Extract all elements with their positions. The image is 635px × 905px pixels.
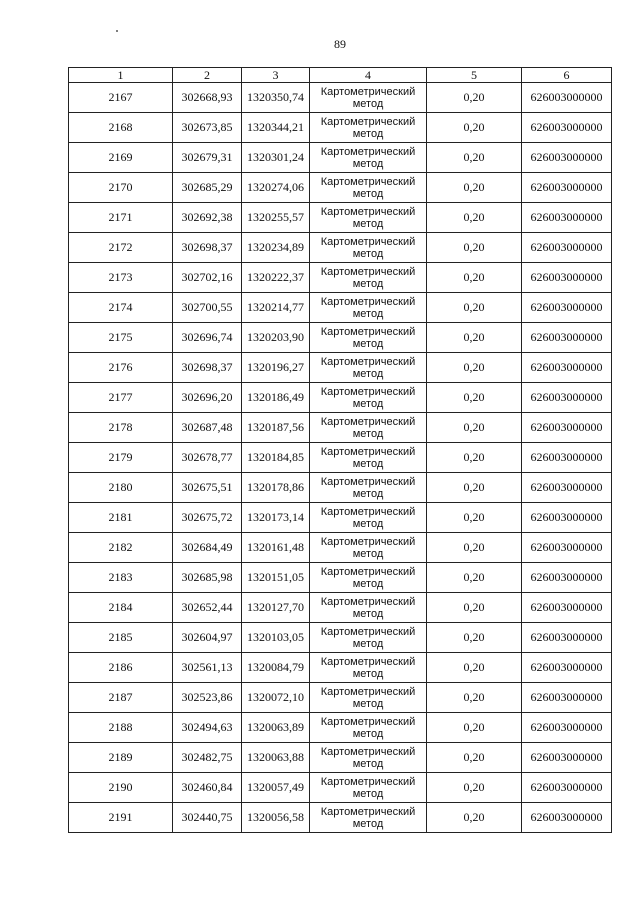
method-line-2: метод (352, 187, 384, 200)
accuracy-cell: 0,20 (427, 623, 522, 653)
method-cell (310, 713, 427, 743)
point-number-cell: 2187 (69, 683, 173, 713)
table-row (69, 503, 612, 533)
method-cell (310, 323, 427, 353)
method-line-1: Картометрический (320, 715, 416, 728)
method-line-2: метод (352, 217, 384, 230)
accuracy-cell: 0,20 (427, 593, 522, 623)
table-row (69, 803, 612, 833)
cadastral-code-cell: 626003000000 (522, 83, 612, 113)
y-coordinate-cell: 1320056,58 (242, 803, 310, 833)
method-line-1: Картометрический (320, 505, 416, 518)
point-number-cell: 2168 (69, 113, 173, 143)
x-coordinate-cell: 302482,75 (173, 743, 242, 773)
point-number-cell: 2169 (69, 143, 173, 173)
table-row (69, 143, 612, 173)
point-number-cell: 2176 (69, 353, 173, 383)
cadastral-code-cell: 626003000000 (522, 683, 612, 713)
y-coordinate-cell: 1320063,88 (242, 743, 310, 773)
x-coordinate-cell: 302700,55 (173, 293, 242, 323)
method-line-2: метод (352, 547, 384, 560)
point-number-cell: 2190 (69, 773, 173, 803)
table-row (69, 413, 612, 443)
cadastral-code-cell: 626003000000 (522, 443, 612, 473)
method-cell (310, 263, 427, 293)
table-row (69, 293, 612, 323)
point-number-cell: 2184 (69, 593, 173, 623)
point-number-cell: 2182 (69, 533, 173, 563)
point-number-cell: 2185 (69, 623, 173, 653)
point-number-cell: 2189 (69, 743, 173, 773)
method-line-2: метод (352, 337, 384, 350)
cadastral-code-cell: 626003000000 (522, 743, 612, 773)
method-cell (310, 563, 427, 593)
table-row (69, 443, 612, 473)
y-coordinate-cell: 1320151,05 (242, 563, 310, 593)
y-coordinate-cell: 1320203,90 (242, 323, 310, 353)
x-coordinate-cell: 302679,31 (173, 143, 242, 173)
x-coordinate-cell: 302696,20 (173, 383, 242, 413)
method-line-1: Картометрический (320, 805, 416, 818)
method-cell (310, 653, 427, 683)
cadastral-code-cell: 626003000000 (522, 293, 612, 323)
method-cell (310, 83, 427, 113)
table-row (69, 683, 612, 713)
accuracy-cell: 0,20 (427, 143, 522, 173)
accuracy-cell: 0,20 (427, 713, 522, 743)
point-number-cell: 2186 (69, 653, 173, 683)
method-line-2: метод (352, 127, 384, 140)
cadastral-code-cell: 626003000000 (522, 173, 612, 203)
method-line-2: метод (352, 307, 384, 320)
x-coordinate-cell: 302698,37 (173, 353, 242, 383)
method-line-1: Картометрический (320, 355, 416, 368)
x-coordinate-cell: 302440,75 (173, 803, 242, 833)
cadastral-code-cell: 626003000000 (522, 473, 612, 503)
cadastral-code-cell: 626003000000 (522, 203, 612, 233)
y-coordinate-cell: 1320196,27 (242, 353, 310, 383)
method-cell (310, 593, 427, 623)
cadastral-code-cell: 626003000000 (522, 593, 612, 623)
method-cell (310, 113, 427, 143)
method-line-2: метод (352, 277, 384, 290)
method-line-1: Картометрический (320, 145, 416, 158)
scan-speck (116, 30, 118, 32)
x-coordinate-cell: 302685,98 (173, 563, 242, 593)
accuracy-cell: 0,20 (427, 173, 522, 203)
table-row (69, 173, 612, 203)
y-coordinate-cell: 1320274,06 (242, 173, 310, 203)
cadastral-code-cell: 626003000000 (522, 563, 612, 593)
column-header: 2 (173, 68, 242, 83)
accuracy-cell: 0,20 (427, 263, 522, 293)
y-coordinate-cell: 1320214,77 (242, 293, 310, 323)
cadastral-code-cell: 626003000000 (522, 413, 612, 443)
method-line-1: Картометрический (320, 775, 416, 788)
method-line-1: Картометрический (320, 265, 416, 278)
cadastral-code-cell: 626003000000 (522, 353, 612, 383)
point-number-cell: 2174 (69, 293, 173, 323)
cadastral-code-cell: 626003000000 (522, 653, 612, 683)
accuracy-cell: 0,20 (427, 683, 522, 713)
point-number-cell: 2181 (69, 503, 173, 533)
method-line-2: метод (352, 817, 384, 830)
x-coordinate-cell: 302523,86 (173, 683, 242, 713)
method-line-2: метод (352, 247, 384, 260)
x-coordinate-cell: 302604,97 (173, 623, 242, 653)
method-line-1: Картометрический (320, 205, 416, 218)
table-row (69, 653, 612, 683)
method-line-2: метод (352, 577, 384, 590)
method-cell (310, 383, 427, 413)
method-line-2: метод (352, 787, 384, 800)
table-row (69, 773, 612, 803)
method-line-2: метод (352, 667, 384, 680)
method-line-2: метод (352, 487, 384, 500)
accuracy-cell: 0,20 (427, 293, 522, 323)
method-line-1: Картометрический (320, 685, 416, 698)
x-coordinate-cell: 302684,49 (173, 533, 242, 563)
method-cell (310, 623, 427, 653)
accuracy-cell: 0,20 (427, 203, 522, 233)
method-line-2: метод (352, 367, 384, 380)
point-number-cell: 2175 (69, 323, 173, 353)
method-line-1: Картометрический (320, 295, 416, 308)
method-cell (310, 683, 427, 713)
point-number-cell: 2170 (69, 173, 173, 203)
method-line-1: Картометрический (320, 115, 416, 128)
accuracy-cell: 0,20 (427, 323, 522, 353)
y-coordinate-cell: 1320063,89 (242, 713, 310, 743)
table-row (69, 533, 612, 563)
column-header: 4 (310, 68, 427, 83)
method-line-2: метод (352, 517, 384, 530)
accuracy-cell: 0,20 (427, 473, 522, 503)
x-coordinate-cell: 302652,44 (173, 593, 242, 623)
method-cell (310, 773, 427, 803)
y-coordinate-cell: 1320103,05 (242, 623, 310, 653)
method-cell (310, 293, 427, 323)
accuracy-cell: 0,20 (427, 503, 522, 533)
cadastral-code-cell: 626003000000 (522, 143, 612, 173)
point-number-cell: 2172 (69, 233, 173, 263)
method-line-1: Картометрический (320, 625, 416, 638)
table-row (69, 623, 612, 653)
cadastral-code-cell: 626003000000 (522, 533, 612, 563)
method-cell (310, 203, 427, 233)
table-row (69, 473, 612, 503)
cadastral-code-cell: 626003000000 (522, 263, 612, 293)
table-row (69, 113, 612, 143)
cadastral-code-cell: 626003000000 (522, 383, 612, 413)
y-coordinate-cell: 1320184,85 (242, 443, 310, 473)
table-row (69, 713, 612, 743)
point-number-cell: 2188 (69, 713, 173, 743)
method-line-1: Картометрический (320, 325, 416, 338)
method-line-1: Картометрический (320, 235, 416, 248)
table-row (69, 593, 612, 623)
column-header: 3 (242, 68, 310, 83)
cadastral-code-cell: 626003000000 (522, 113, 612, 143)
y-coordinate-cell: 1320178,86 (242, 473, 310, 503)
method-line-2: метод (352, 427, 384, 440)
x-coordinate-cell: 302668,93 (173, 83, 242, 113)
table-header-row (69, 68, 612, 83)
table-row (69, 353, 612, 383)
table-row (69, 263, 612, 293)
x-coordinate-cell: 302685,29 (173, 173, 242, 203)
method-cell (310, 353, 427, 383)
method-cell (310, 503, 427, 533)
y-coordinate-cell: 1320173,14 (242, 503, 310, 533)
cadastral-code-cell: 626003000000 (522, 623, 612, 653)
method-line-2: метод (352, 607, 384, 620)
x-coordinate-cell: 302675,51 (173, 473, 242, 503)
method-line-1: Картометрический (320, 475, 416, 488)
x-coordinate-cell: 302692,38 (173, 203, 242, 233)
accuracy-cell: 0,20 (427, 533, 522, 563)
table-row (69, 563, 612, 593)
method-line-2: метод (352, 457, 384, 470)
table-row (69, 323, 612, 353)
y-coordinate-cell: 1320186,49 (242, 383, 310, 413)
cadastral-code-cell: 626003000000 (522, 713, 612, 743)
method-cell (310, 743, 427, 773)
y-coordinate-cell: 1320084,79 (242, 653, 310, 683)
point-number-cell: 2179 (69, 443, 173, 473)
method-cell (310, 173, 427, 203)
method-line-2: метод (352, 397, 384, 410)
method-line-2: метод (352, 157, 384, 170)
method-line-2: метод (352, 637, 384, 650)
cadastral-code-cell: 626003000000 (522, 803, 612, 833)
point-number-cell: 2180 (69, 473, 173, 503)
accuracy-cell: 0,20 (427, 653, 522, 683)
method-cell (310, 443, 427, 473)
accuracy-cell: 0,20 (427, 743, 522, 773)
method-cell (310, 803, 427, 833)
column-header: 1 (69, 68, 173, 83)
x-coordinate-cell: 302494,63 (173, 713, 242, 743)
x-coordinate-cell: 302561,13 (173, 653, 242, 683)
point-number-cell: 2191 (69, 803, 173, 833)
method-line-2: метод (352, 97, 384, 110)
point-number-cell: 2183 (69, 563, 173, 593)
method-line-1: Картометрический (320, 745, 416, 758)
cadastral-code-cell: 626003000000 (522, 773, 612, 803)
method-line-1: Картометрический (320, 415, 416, 428)
point-number-cell: 2171 (69, 203, 173, 233)
method-line-1: Картометрический (320, 85, 416, 98)
accuracy-cell: 0,20 (427, 113, 522, 143)
method-cell (310, 233, 427, 263)
point-number-cell: 2178 (69, 413, 173, 443)
y-coordinate-cell: 1320161,48 (242, 533, 310, 563)
method-line-2: метод (352, 697, 384, 710)
point-number-cell: 2167 (69, 83, 173, 113)
accuracy-cell: 0,20 (427, 353, 522, 383)
accuracy-cell: 0,20 (427, 413, 522, 443)
x-coordinate-cell: 302696,74 (173, 323, 242, 353)
cadastral-code-cell: 626003000000 (522, 233, 612, 263)
cadastral-code-cell: 626003000000 (522, 503, 612, 533)
y-coordinate-cell: 1320350,74 (242, 83, 310, 113)
x-coordinate-cell: 302687,48 (173, 413, 242, 443)
accuracy-cell: 0,20 (427, 383, 522, 413)
x-coordinate-cell: 302675,72 (173, 503, 242, 533)
method-cell (310, 533, 427, 563)
method-line-1: Картометрический (320, 655, 416, 668)
y-coordinate-cell: 1320344,21 (242, 113, 310, 143)
y-coordinate-cell: 1320057,49 (242, 773, 310, 803)
method-cell (310, 473, 427, 503)
method-line-2: метод (352, 727, 384, 740)
accuracy-cell: 0,20 (427, 233, 522, 263)
y-coordinate-cell: 1320072,10 (242, 683, 310, 713)
table-row (69, 203, 612, 233)
method-line-2: метод (352, 757, 384, 770)
x-coordinate-cell: 302702,16 (173, 263, 242, 293)
accuracy-cell: 0,20 (427, 803, 522, 833)
point-number-cell: 2177 (69, 383, 173, 413)
method-line-1: Картометрический (320, 535, 416, 548)
method-line-1: Картометрический (320, 175, 416, 188)
table-row (69, 233, 612, 263)
method-line-1: Картометрический (320, 565, 416, 578)
table-row (69, 83, 612, 113)
accuracy-cell: 0,20 (427, 563, 522, 593)
column-header: 5 (427, 68, 522, 83)
table-row (69, 383, 612, 413)
table-body (69, 83, 612, 833)
y-coordinate-cell: 1320301,24 (242, 143, 310, 173)
y-coordinate-cell: 1320234,89 (242, 233, 310, 263)
table-row (69, 743, 612, 773)
accuracy-cell: 0,20 (427, 83, 522, 113)
method-line-1: Картометрический (320, 445, 416, 458)
x-coordinate-cell: 302698,37 (173, 233, 242, 263)
column-header: 6 (522, 68, 612, 83)
method-cell (310, 413, 427, 443)
accuracy-cell: 0,20 (427, 443, 522, 473)
method-line-1: Картометрический (320, 595, 416, 608)
y-coordinate-cell: 1320255,57 (242, 203, 310, 233)
method-line-1: Картометрический (320, 385, 416, 398)
x-coordinate-cell: 302673,85 (173, 113, 242, 143)
point-number-cell: 2173 (69, 263, 173, 293)
y-coordinate-cell: 1320222,37 (242, 263, 310, 293)
y-coordinate-cell: 1320187,56 (242, 413, 310, 443)
cadastral-code-cell: 626003000000 (522, 323, 612, 353)
x-coordinate-cell: 302678,77 (173, 443, 242, 473)
y-coordinate-cell: 1320127,70 (242, 593, 310, 623)
x-coordinate-cell: 302460,84 (173, 773, 242, 803)
coordinates-table (68, 67, 612, 833)
method-cell (310, 143, 427, 173)
page-number: 89 (334, 37, 346, 51)
accuracy-cell: 0,20 (427, 773, 522, 803)
